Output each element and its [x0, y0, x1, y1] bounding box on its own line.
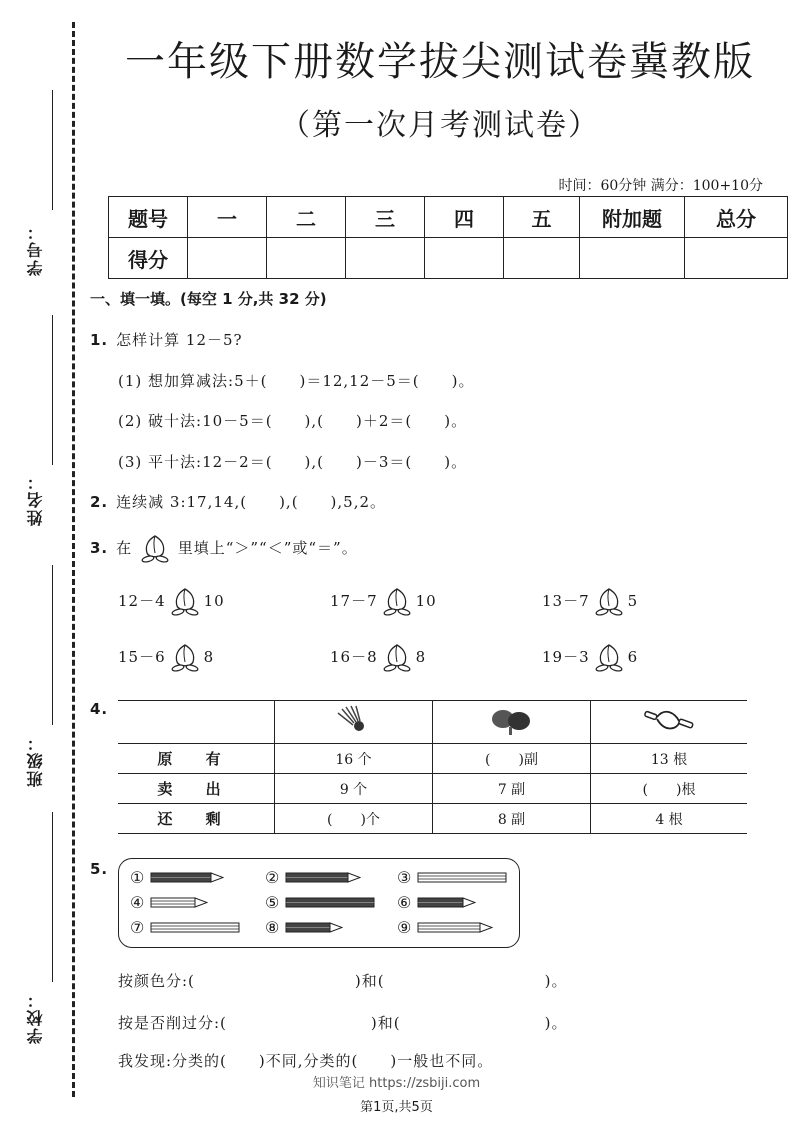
page-number: 第1页,共5页 — [360, 1100, 433, 1115]
compare-right: 8 — [415, 648, 427, 666]
question-number: 1. — [90, 331, 109, 349]
question-text: 在 — [116, 539, 133, 557]
exam-info: 时间：60分钟 满分：100+10分 — [558, 178, 763, 194]
goods-row — [118, 804, 747, 834]
question-4 — [90, 700, 116, 718]
score-cell[interactable] — [425, 238, 504, 279]
pencil-number: ⑨ — [397, 918, 412, 937]
pencil-item — [265, 868, 361, 887]
name-label: 姓名： — [26, 472, 45, 526]
question-text: 连续减 3:17,14,( ),( ),5,2。 — [116, 493, 387, 511]
score-row-label: 得分 — [109, 238, 188, 279]
goods-row-label: 卖 出 — [118, 774, 275, 804]
pencil-number: ⑦ — [130, 918, 145, 937]
peach-icon[interactable] — [592, 592, 626, 610]
pencil-item — [397, 893, 476, 912]
compare-right: 6 — [627, 648, 639, 666]
score-header-cell: 二 — [267, 197, 346, 238]
goods-cell: 9 个 — [275, 774, 433, 804]
score-header-cell: 总分 — [685, 197, 788, 238]
peach-icon[interactable] — [168, 592, 202, 610]
name-line — [52, 315, 53, 465]
pencil-icon — [150, 922, 240, 934]
q1-line-2: (2) 破十法:10－5＝( ),( )＋2＝( )。 — [118, 412, 468, 430]
goods-icon-cell — [275, 701, 433, 744]
compare-left: 16－8 — [330, 648, 378, 666]
school-label: 学校： — [26, 990, 45, 1044]
question-5 — [90, 860, 116, 878]
pencil-number: ⑤ — [265, 893, 280, 912]
goods-cell: 7 副 — [433, 774, 591, 804]
goods-cell: ( )根 — [591, 774, 748, 804]
goods-corner-cell — [118, 701, 275, 744]
score-header-cell: 附加题 — [580, 197, 685, 238]
question-3 — [90, 532, 358, 566]
pencil-number: ⑧ — [265, 918, 280, 937]
class-line — [52, 565, 53, 725]
compare-left: 15－6 — [118, 648, 166, 666]
question-number: 4. — [90, 700, 109, 718]
pencil-icon — [417, 922, 493, 934]
pencil-item — [397, 918, 493, 937]
goods-icon-cell — [591, 701, 748, 744]
pencil-item — [130, 868, 224, 887]
score-header-cell: 题号 — [109, 197, 188, 238]
score-cell[interactable] — [188, 238, 267, 279]
score-header-cell: 五 — [504, 197, 580, 238]
score-cell[interactable] — [685, 238, 788, 279]
compare-left: 17－7 — [330, 592, 378, 610]
score-table-header-row — [109, 197, 788, 238]
score-header-cell: 四 — [425, 197, 504, 238]
score-table-score-row — [109, 238, 788, 279]
score-table — [108, 196, 788, 279]
compare-right: 10 — [415, 592, 437, 610]
pencil-number: ② — [265, 868, 280, 887]
paddle-icon — [489, 705, 535, 735]
compare-item — [330, 585, 437, 619]
compare-left: 13－7 — [542, 592, 590, 610]
score-cell[interactable] — [580, 238, 685, 279]
goods-row-label: 还 剩 — [118, 804, 275, 834]
pencil-item — [130, 918, 240, 937]
pencil-icon — [417, 872, 507, 884]
score-header-cell: 三 — [346, 197, 425, 238]
question-2 — [90, 491, 386, 512]
page-subtitle: （第一次月考测试卷） — [280, 108, 600, 143]
class-label: 班级： — [26, 733, 45, 787]
q5-line-1: 按颜色分:( )和( )。 — [118, 972, 568, 990]
score-header-cell: 一 — [188, 197, 267, 238]
compare-right: 10 — [203, 592, 225, 610]
shuttlecock-icon — [336, 705, 372, 735]
goods-cell: 4 根 — [591, 804, 748, 834]
goods-row — [118, 744, 747, 774]
score-cell[interactable] — [346, 238, 425, 279]
compare-left: 19－3 — [542, 648, 590, 666]
jump-rope-icon — [641, 705, 697, 735]
peach-icon[interactable] — [168, 648, 202, 666]
compare-item — [542, 585, 638, 619]
score-cell[interactable] — [267, 238, 346, 279]
pencil-number: ⑥ — [397, 893, 412, 912]
q1-line-1: (1) 想加算减法:5＋( )＝12,12－5＝( )。 — [118, 372, 475, 390]
goods-row-label: 原 有 — [118, 744, 275, 774]
score-cell[interactable] — [504, 238, 580, 279]
peach-icon[interactable] — [380, 592, 414, 610]
binding-dashed-line — [72, 22, 75, 1097]
pencil-icon — [150, 897, 208, 909]
compare-left: 12－4 — [118, 592, 166, 610]
goods-table — [118, 700, 747, 834]
goods-icon-row — [118, 701, 747, 744]
page-title: 一年级下册数学拔尖测试卷冀教版 — [125, 39, 755, 85]
compare-item — [118, 585, 225, 619]
compare-item — [542, 641, 638, 675]
pencil-number: ④ — [130, 893, 145, 912]
goods-cell: 13 根 — [591, 744, 748, 774]
compare-item — [330, 641, 426, 675]
pencil-icon — [285, 922, 343, 934]
pencil-icon — [285, 897, 375, 909]
compare-item — [118, 641, 214, 675]
pencil-item — [265, 918, 343, 937]
pencil-item — [130, 893, 208, 912]
q1-line-3: (3) 平十法:12－2＝( ),( )－3＝( )。 — [118, 453, 468, 471]
student-id-line — [52, 90, 53, 210]
pencil-item — [397, 868, 507, 887]
peach-icon[interactable] — [592, 648, 626, 666]
school-line — [52, 812, 53, 982]
pencil-icon — [150, 872, 224, 884]
peach-icon[interactable] — [380, 648, 414, 666]
goods-row — [118, 774, 747, 804]
student-id-label: 学号： — [26, 222, 45, 276]
peach-icon — [138, 532, 172, 566]
question-number: 5. — [90, 860, 109, 878]
compare-right: 5 — [627, 592, 639, 610]
pencil-icon — [417, 897, 476, 909]
pencil-icon — [285, 872, 361, 884]
question-text: 里填上“＞”“＜”或“＝”。 — [177, 539, 358, 557]
watermark: 知识笔记 https://zsbiji.com — [312, 1076, 481, 1091]
question-1 — [90, 329, 243, 350]
compare-right: 8 — [203, 648, 215, 666]
pencil-item — [265, 893, 375, 912]
goods-icon-cell — [433, 701, 591, 744]
question-number: 3. — [90, 539, 109, 557]
pencil-number: ① — [130, 868, 145, 887]
goods-cell: 16 个 — [275, 744, 433, 774]
q5-line-3: 我发现:分类的( )不同,分类的( )一般也不同。 — [118, 1052, 494, 1070]
pencil-number: ③ — [397, 868, 412, 887]
goods-cell: ( )个 — [275, 804, 433, 834]
question-text: 怎样计算 12－5? — [116, 331, 243, 349]
q5-line-2: 按是否削过分:( )和( )。 — [118, 1014, 568, 1032]
goods-cell: 8 副 — [433, 804, 591, 834]
goods-cell: ( )副 — [433, 744, 591, 774]
section-heading: 一、填一填。(每空 1 分,共 32 分) — [90, 290, 327, 308]
question-number: 2. — [90, 493, 109, 511]
